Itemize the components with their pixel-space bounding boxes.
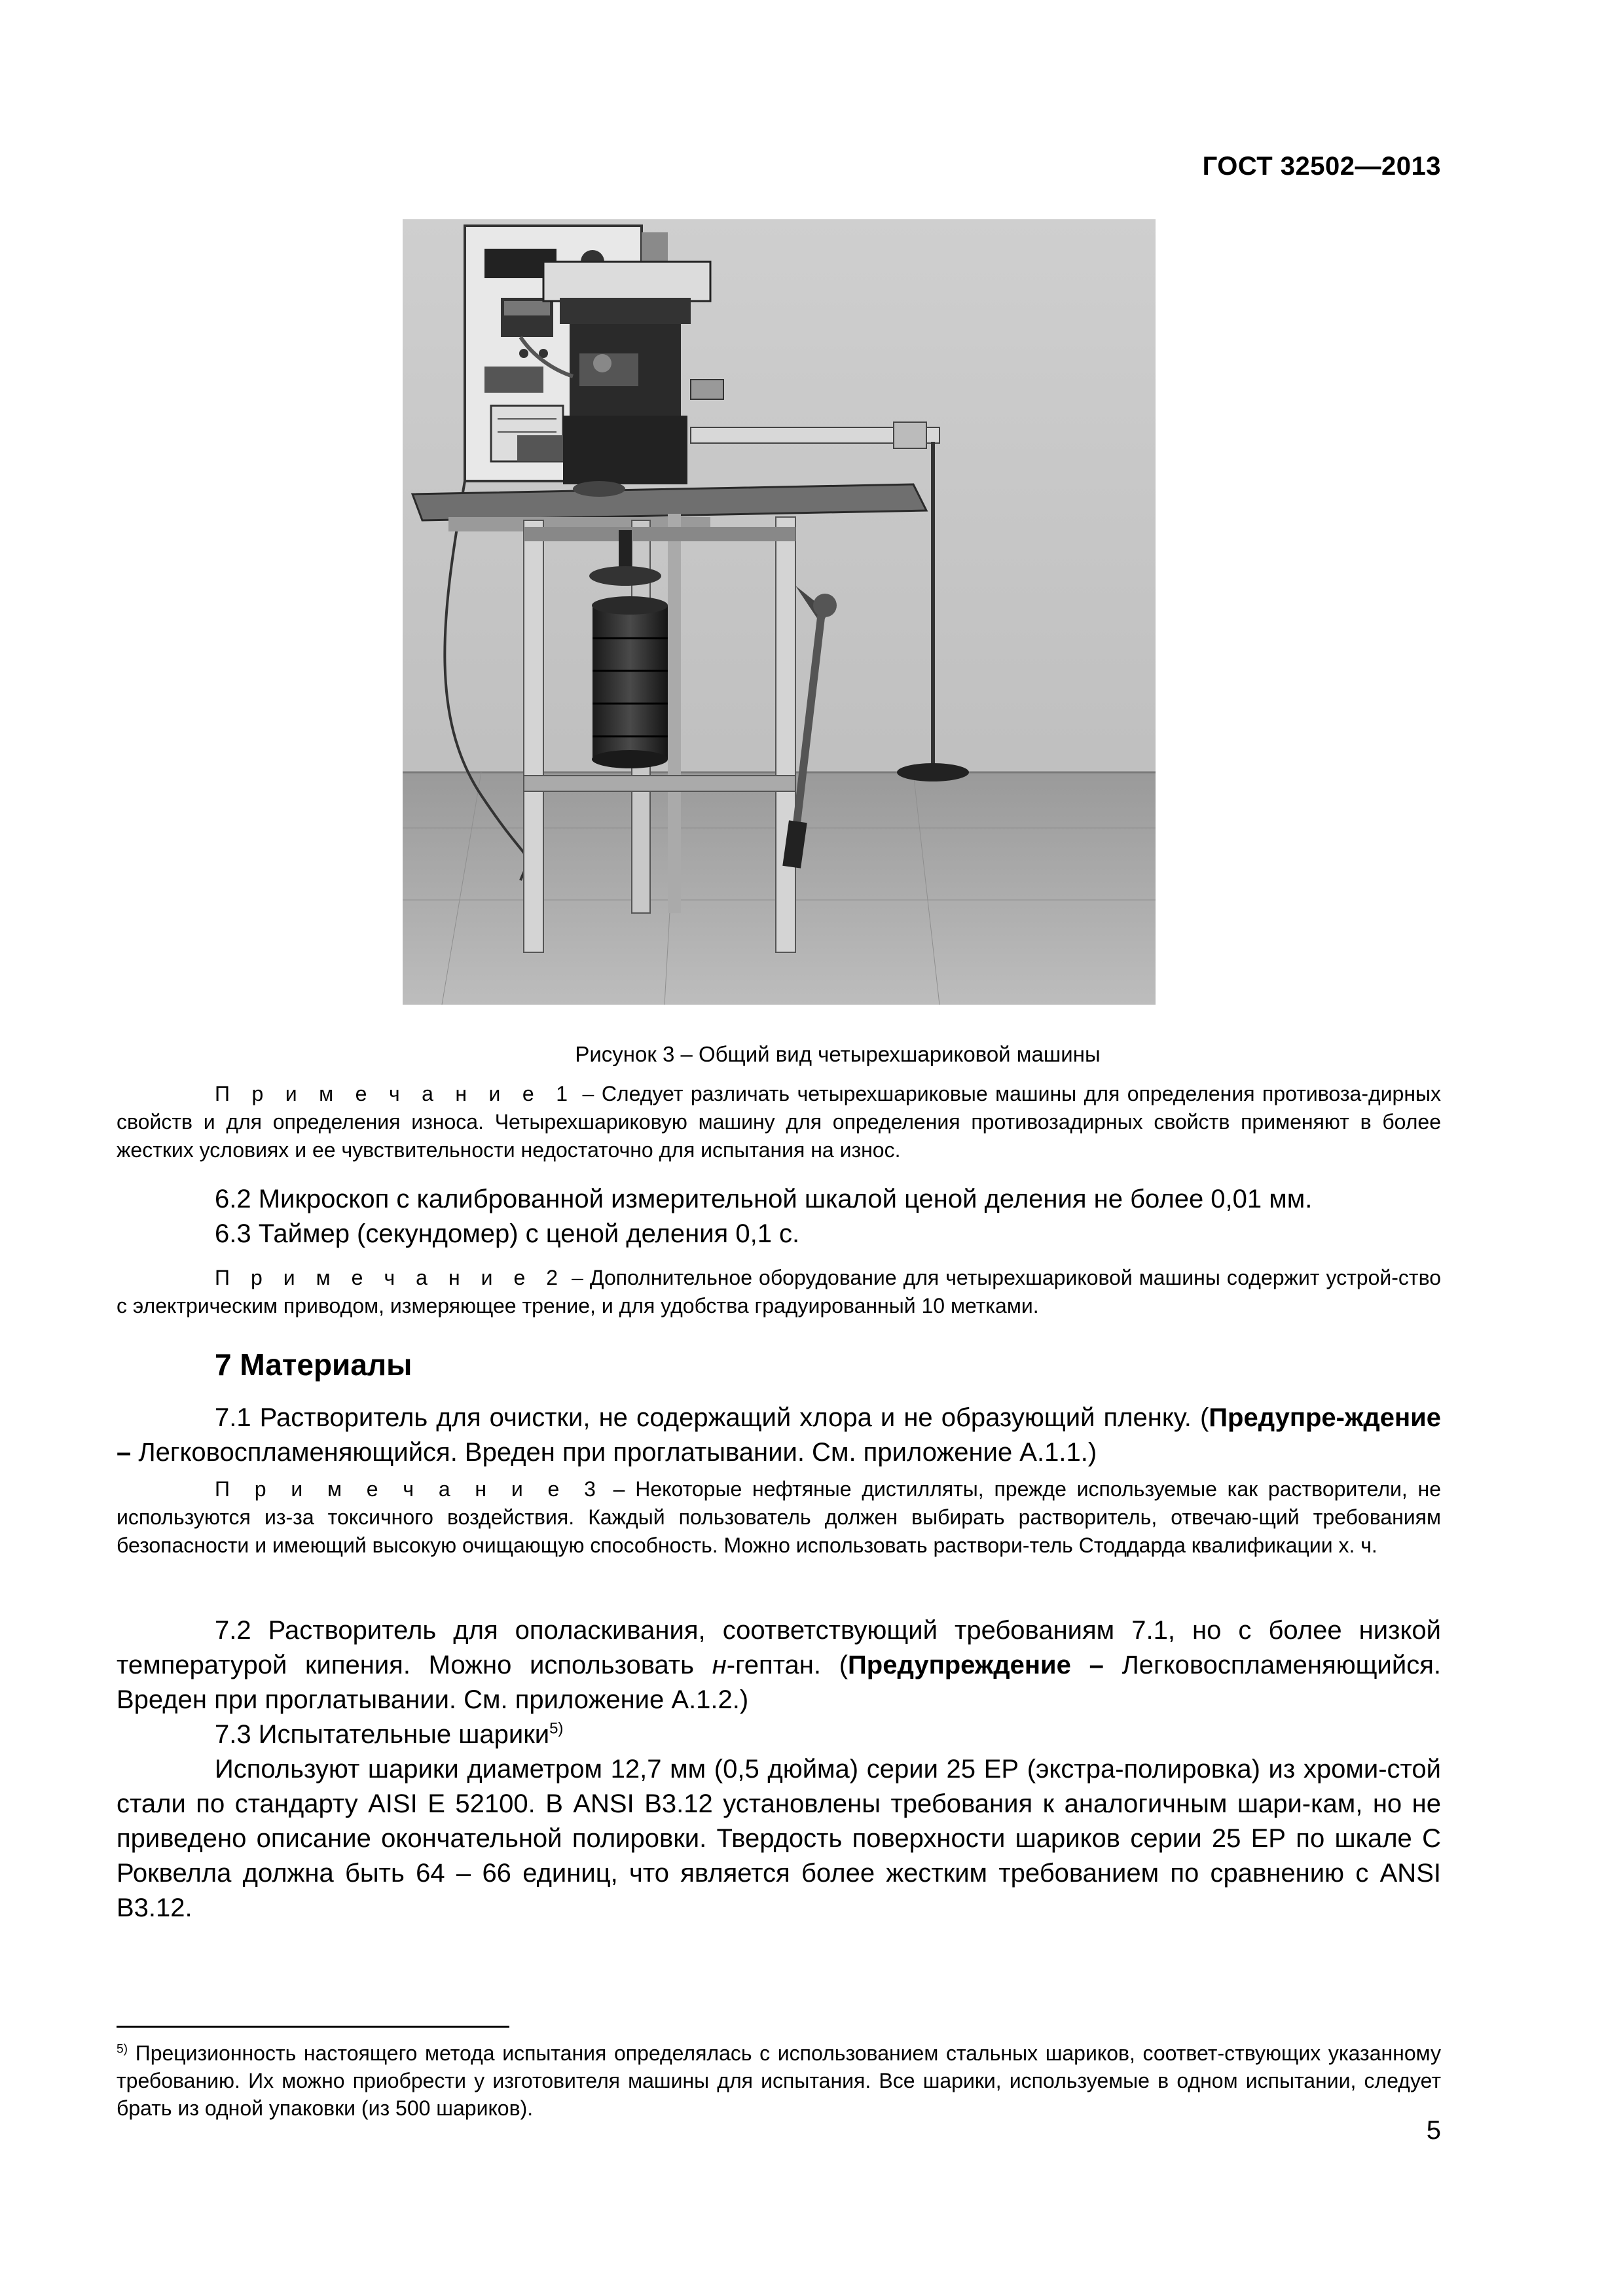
items-6: [117, 1182, 1441, 1251]
item-7-1-text-b: Легковоспламеняющийся. Вреден при проглатывании. См. приложение А.1.1.): [131, 1438, 1097, 1467]
document-header: ГОСТ 32502—2013: [1202, 152, 1441, 181]
note-2-text: – Дополнительное оборудование для четырехшариковой машины содержит устрой-ство с электрическим приводом, измеряющее трение, и для удобства градуированный 10 метками.: [117, 1266, 1442, 1318]
section-7: [117, 1347, 1441, 1382]
item-7-2-text-b: -гептан. (: [726, 1651, 848, 1679]
note-2-label: П р и м е ч а н и е 2: [215, 1266, 566, 1289]
item-7-3-body: Используют шарики диаметром 12,7 мм (0,5 дюйма) серии 25 ЕР (экстра-полировка) из хроми-стой стали по стандарту AISI E 52100. В ANSI B3.12 установлены требования к аналогичным шари-кам, но не приведено описание окончательной полировки. Твердость поверхности шариков серии 25 ЕР по шкале С Роквелла должна быть 64 – 66 единиц, что является более жестким требованием по сравнению с ANSI B3.12.: [117, 1755, 1441, 1922]
item-7-3-title: 7.3 Испытательные шарики: [215, 1720, 550, 1749]
footnote-divider: [117, 2026, 509, 2028]
note-2: [117, 1264, 1441, 1320]
note-3-text: – Некоторые нефтяные дистилляты, прежде используемые как растворители, не используются из-за токсичного воздействия. Каждый пользователь должен выбирать растворитель, отвечаю-щий требованиям безопасности и имеющий высокую очищающую способность. Можно использовать раствори-тель Стоддарда квалификации х. ч.: [117, 1477, 1442, 1557]
footnote-marker: 5): [117, 2042, 128, 2056]
item-6-3: 6.3 Таймер (секундомер) с ценой деления 0,1 с.: [215, 1219, 800, 1248]
item-7-2: [117, 1613, 1441, 1926]
note-3-label: П р и м е ч а н и е 3: [215, 1477, 603, 1501]
item-7-2-text-a: 7.2 Растворитель для ополаскивания, соответствующий требованиям 7.1, но с более низкой температурой кипения. Можно использовать: [117, 1616, 1441, 1679]
note-1: [117, 1080, 1441, 1164]
item-7-1-text-a: 7.1 Растворитель для очистки, не содержащий хлора и не образующий пленку. (: [215, 1403, 1209, 1432]
item-7-1-warning: Предупре-ждение –: [117, 1403, 1441, 1467]
note-1-text: – Следует различать четырехшариковые машины для определения противоза-дирных свойств и для определения износа. Четырехшариковую машину для определения противозадирных свойств применяют в более жестких условиях и ее чувствительности недостаточно для испытания на износ.: [117, 1082, 1442, 1162]
item-7-2-text-c: Легковоспламеняющийся. Вреден при проглатывании. См. приложение А.1.2.): [117, 1651, 1441, 1714]
footnote: [117, 2039, 1441, 2122]
item-7-2-warning: Предупреждение –: [848, 1651, 1104, 1679]
note-3: [117, 1475, 1441, 1560]
item-6-2: 6.2 Микроскоп с калиброванной измерительной шкалой ценой деления не более 0,01 мм.: [215, 1185, 1313, 1213]
figure-caption: Рисунок 3 – Общий вид четырехшариковой машины: [575, 1042, 1101, 1066]
item-7-2-italic: н: [712, 1651, 727, 1679]
note-1-label: П р и м е ч а н и е 1: [215, 1082, 575, 1105]
footnote-text: Прецизионность настоящего метода испытания определялась с использованием стальных шариков, соответ-ствующих указанному требованию. Их можно приобрести у изготовителя машины для испытания. Все шарики, используемые в одном испытании, следует брать из одной упаковки (из 500 шариков).: [117, 2041, 1441, 2120]
footnote-ref: 5): [549, 1719, 564, 1738]
page-number: 5: [1426, 2116, 1441, 2145]
section-7-title: 7 Материалы: [215, 1348, 412, 1382]
item-7-1: [117, 1401, 1441, 1470]
four-ball-machine-photo: [403, 219, 1156, 1005]
